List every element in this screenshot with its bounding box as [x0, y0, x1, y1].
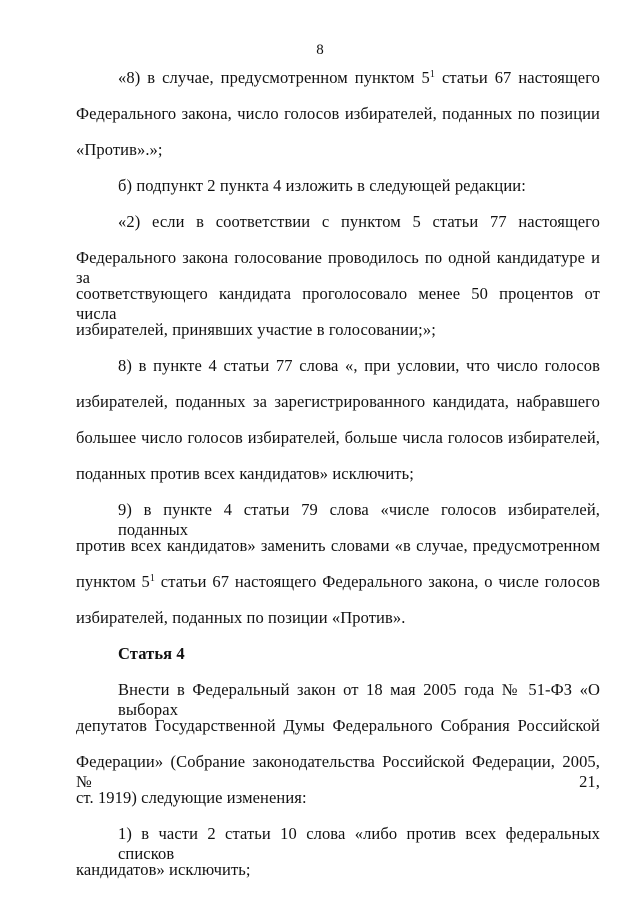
text-segment: пунктом 5 [76, 572, 150, 591]
text-line: депутатов Государственной Думы Федерального Собрания Российской [76, 716, 600, 735]
text-line: избирателей, поданных за зарегистрированного кандидата, набравшего [76, 392, 600, 411]
text-line: против всех кандидатов» заменить словами «в случае, предусмотренном [76, 536, 600, 555]
text-line: 1) в части 2 статьи 10 слова «либо против всех федеральных списков [118, 824, 600, 863]
text-line: ст. 1919) следующие изменения: [76, 788, 307, 807]
text-line: 8) в пункте 4 статьи 77 слова «, при условии, что число голосов [118, 356, 600, 375]
text-line: избирателей, принявших участие в голосовании;»; [76, 320, 436, 339]
text-line: Федерации» (Собрание законодательства Российской Федерации, 2005, № 21, [76, 752, 600, 791]
text-line: соответствующего кандидата проголосовало менее 50 процентов от числа [76, 284, 600, 323]
text-line: 9) в пункте 4 статьи 79 слова «числе голосов избирателей, поданных [118, 500, 600, 539]
text-line: кандидатов» исключить; [76, 860, 251, 879]
text-line: «Против».»; [76, 140, 163, 159]
text-line: большее число голосов избирателей, больше числа голосов избирателей, [76, 428, 600, 447]
text-line: б) подпункт 2 пункта 4 изложить в следующей редакции: [118, 176, 526, 195]
text-line: избирателей, поданных по позиции «Против». [76, 608, 406, 627]
text-line: Внести в Федеральный закон от 18 мая 2005 года № 51-ФЗ «О выборах [118, 680, 600, 719]
text-segment: «8) в случае, предусмотренном пунктом 5 [118, 68, 430, 87]
text-line [118, 68, 600, 88]
text-segment: статьи 67 настоящего [434, 68, 601, 87]
text-line: «2) если в соответствии с пунктом 5 статьи 77 настоящего [118, 212, 600, 231]
section-heading: Статья 4 [118, 644, 185, 663]
superscript: 1 [429, 69, 435, 80]
page-number: 8 [316, 42, 324, 58]
superscript: 1 [149, 573, 156, 584]
text-line: Федерального закона голосование проводилось по одной кандидатуре и за [76, 248, 600, 287]
text-line: Федерального закона, число голосов избирателей, поданных по позиции [76, 104, 600, 123]
text-segment: статьи 67 настоящего Федерального закона, о числе голосов [155, 572, 600, 591]
text-line: поданных против всех кандидатов» исключить; [76, 464, 414, 483]
text-line [76, 572, 600, 592]
